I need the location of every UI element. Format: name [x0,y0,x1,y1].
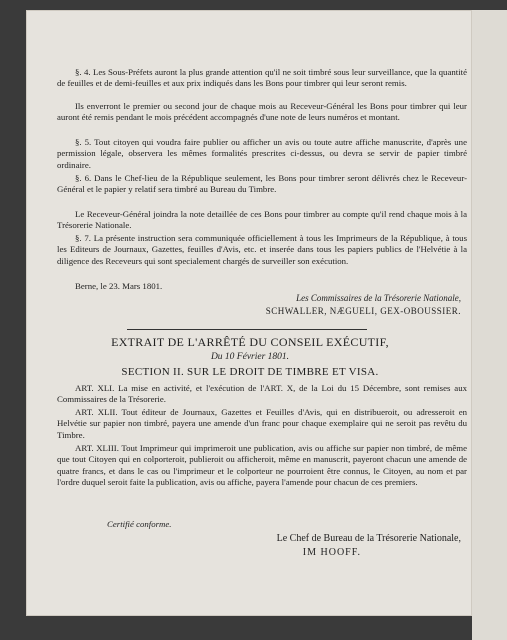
certified-line: Certifié conforme. [107,519,172,529]
date-line: Berne, le 23. Mars 1801. [75,281,163,291]
paragraph-4: §. 4. Les Sous-Préfets auront la plus grande attention qu'il ne soit timbré sous leur surveillance, que la quantité de feuilles et de demi-feuilles et aux prix indiqués dans les Bons pour timbrer qui leur seront remis. [57,67,467,89]
extract-date: Du 10 Février 1801. [210,352,290,362]
paragraph-6b: Le Receveur-Général joindra la note detaillée de ces Bons pour timbrer au compte qu'il rend chaque mois à la Trésorerie Nationale. [57,209,467,231]
extract-title: EXTRAIT DE L'ARRÊTÉ DU CONSEIL EXÉCUTIF, [111,335,389,349]
chef-line: Le Chef de Bureau de la Trésorerie Nationale, [276,533,461,544]
paragraph-6: §. 6. Dans le Chef-lieu de la République seulement, les Bons pour timbrer seront délivrés chez le Receveur-Général et le papier y relatif sera timbré au Bureau du Timbre. [57,173,467,195]
article-42: ART. XLII. Tout éditeur de Journaux, Gazettes et Feuilles d'Avis, qui en distribueroit, ou adresseroit en Helvétie sur papier non timbré, payera une amende d'un franc pour chaque exemplaire qui ne seroit pas revêtu du Timbre. [57,407,467,440]
document-page [26,10,472,616]
paragraph-4b: Ils enverront le premier ou second jour de chaque mois au Receveur-Général les Bons pour timbrer qui leur auront été remis pendant le mois précédent accompagnés d'une note de leurs numéros et montant. [57,101,467,123]
paragraph-7: §. 7. La présente instruction sera communiquée officiellement à tous les Imprimeurs de la République, à tous les Editeurs de Journaux, Gazettes, feuilles d'Avis, etc. et inserée dans tous les papiers publics de l'Helvétie à la diligence des Receveurs qui sont specialement chargés de surveiller son exécution. [57,233,467,266]
separator-rule [127,329,367,330]
signatories: SCHWALLER, NÆGUELI, GEX-OBOUSSIER. [265,306,461,316]
article-43: ART. XLIII. Tout Imprimeur qui imprimeroit une publication, avis ou affiche sur papier non timbré, de même que tout Citoyen qui en colporteroit, publieroit ou afficheroit, même en manuscrit, payeront chacun une amende de quatre francs, et dans le cas ou l'imprimeur et le colporteur ne pourroient être connus, le Citoyen, au nom et par l'ordre duquel seroit faite la publication, avis ou affiche, payera l'amende pour chacun de ces premiers. [57,443,467,488]
paragraph-5: §. 5. Tout citoyen qui voudra faire publier ou afficher un avis ou toute autre affiche manuscrite, d'après une permission légale, observera les mêmes formalités prescrites ci-dessus, ou devra se servir de papier timbré ordinaire. [57,137,467,170]
article-41: ART. XLI. La mise en activité, et l'exécution de l'ART. X, de la Loi du 15 Décembre, sont remises aux Commissaires de la Trésorerie. [57,383,467,405]
chef-name: IM HOOFF. [302,547,361,558]
adjacent-page-edge [472,10,507,640]
commissaires-line: Les Commissaires de la Trésorerie Nationale, [296,293,461,303]
section-title: SECTION II. SUR LE DROIT DE TIMBRE ET VISA. [121,366,379,378]
